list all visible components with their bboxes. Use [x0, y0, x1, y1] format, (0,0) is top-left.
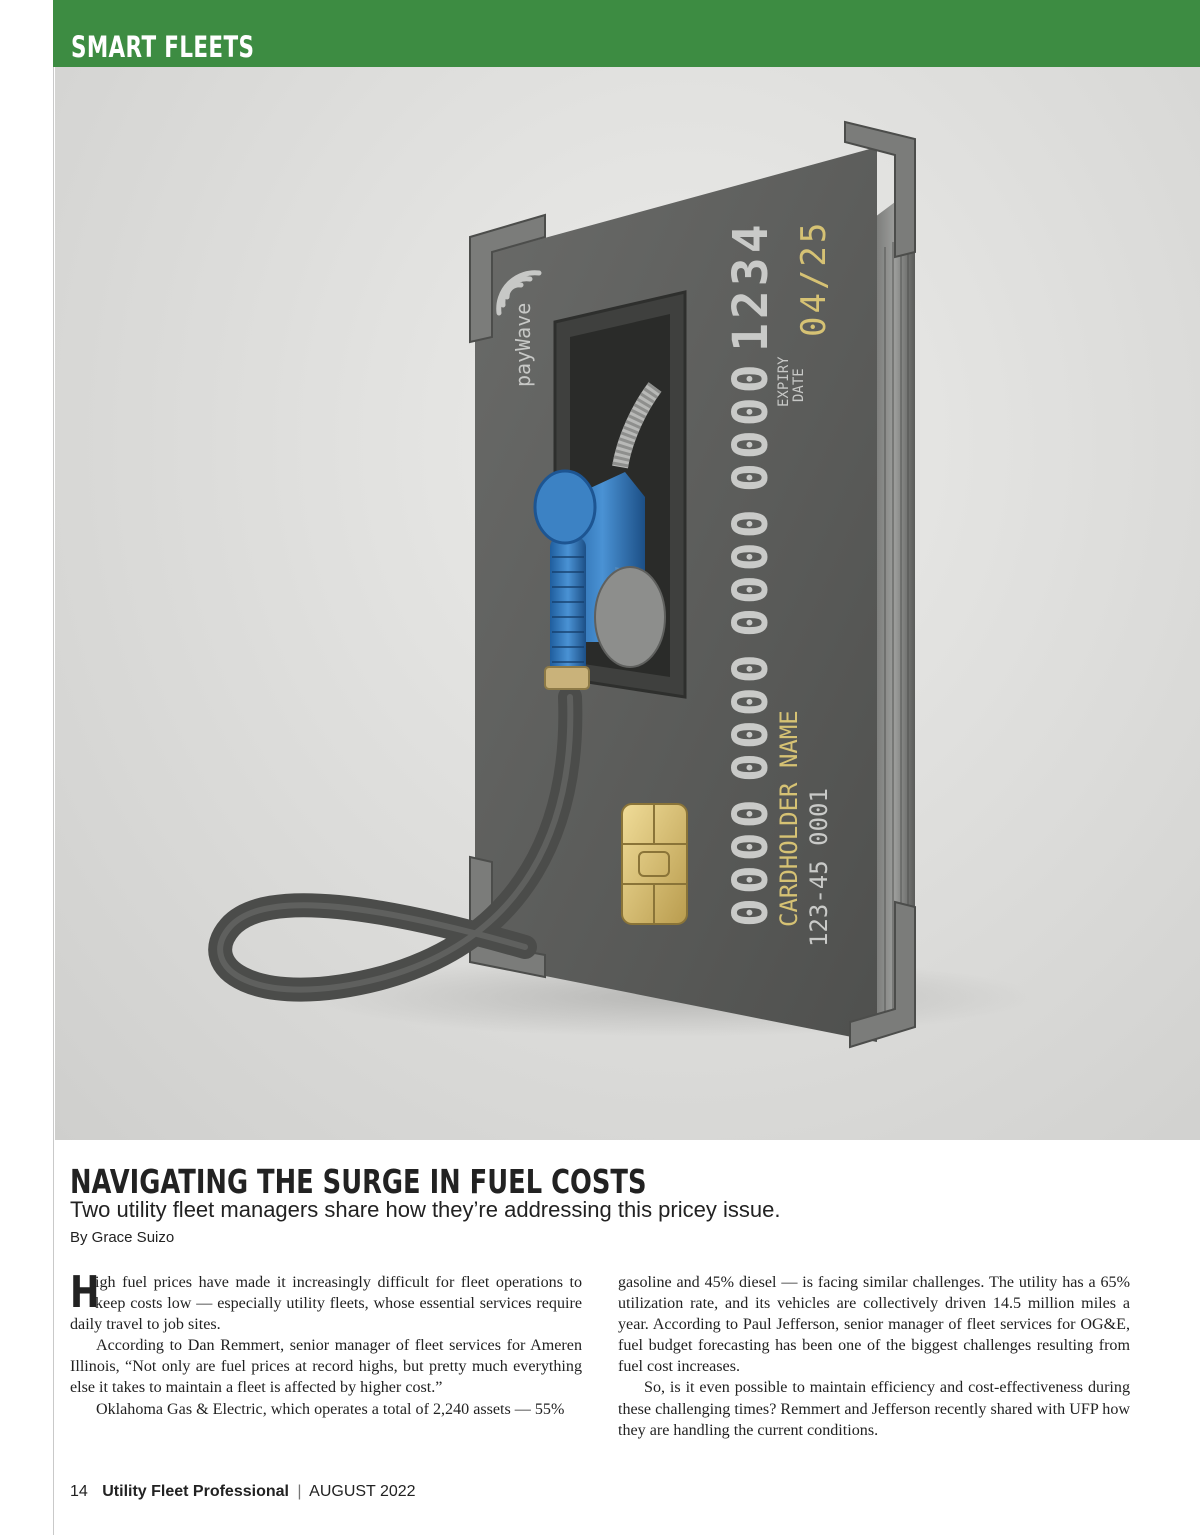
cardholder-name: CARDHOLDER NAME: [775, 710, 803, 927]
expiry-date: 04/25: [794, 219, 834, 337]
article-subhead: Two utility fleet managers share how they’re addressing this pricey issue.: [70, 1197, 781, 1222]
issue-date: AUGUST 2022: [309, 1483, 416, 1500]
article-column-right: [618, 1272, 1130, 1441]
article-paragraph: According to Dan Remmert, senior manager of fleet services for Ameren Illinois, “Not only are fuel prices at record highs, but pretty much everything else it takes to maintain a fleet is affected by higher cost.”: [70, 1337, 582, 1397]
nozzle-trigger-guard: [595, 567, 665, 667]
article-paragraph: So, is it even possible to maintain efficiency and cost-effectiveness during these challenging times? Remmert and Jefferson recently shared with UFP how they are handling the current conditions.: [618, 1379, 1130, 1439]
page-number: 14: [70, 1483, 88, 1500]
section-banner: [53, 0, 1200, 67]
page-margin-rule: [53, 0, 54, 1535]
hose-coupling: [545, 667, 589, 689]
article-headline: NAVIGATING THE SURGE IN FUEL COSTS: [70, 1162, 647, 1201]
expiry-label: EXPIRY: [776, 356, 792, 407]
section-label: SMART FLEETS: [71, 30, 255, 64]
article-paragraph: H igh fuel prices have made it increasingly difficult for fleet operations to keep costs low — especially utility fleets, whose essential services require daily travel to job sites.: [70, 1267, 582, 1334]
drop-cap: H: [70, 1267, 100, 1318]
expiry-label-2: DATE: [791, 368, 807, 402]
svg-text:1234: 1234: [723, 220, 779, 352]
article-byline: By Grace Suizo: [70, 1229, 175, 1246]
svg-text:0000: 0000: [723, 360, 779, 492]
article-column-left: [70, 1267, 582, 1420]
hero-image: [55, 67, 1200, 1140]
article-paragraph: gasoline and 45% diesel — is facing similar challenges. The utility has a 65% utilization rate, and its vehicles are collectively driven 14.5 million miles a year. According to Paul Jefferson, senior manager of fleet services for OG&E, fuel budget forecasting has been one of the biggest challenges resulting from fuel cost increases.: [618, 1274, 1130, 1376]
magazine-title: Utility Fleet Professional: [102, 1483, 289, 1500]
footer-separator: |: [297, 1483, 302, 1500]
svg-text:0000: 0000: [723, 650, 779, 782]
card-number: [723, 220, 779, 927]
page-footer: [70, 1483, 416, 1501]
account-number: 123-45 0001: [805, 788, 833, 947]
article-paragraph: Oklahoma Gas & Electric, which operates a total of 2,240 assets — 55%: [96, 1400, 565, 1418]
credit-card-fuel-pump-illustration: [55, 67, 1200, 1140]
card-brand: payWave: [511, 302, 535, 387]
svg-text:0000: 0000: [723, 795, 779, 927]
nozzle-cap: [535, 471, 595, 543]
svg-text:0000: 0000: [723, 505, 779, 637]
